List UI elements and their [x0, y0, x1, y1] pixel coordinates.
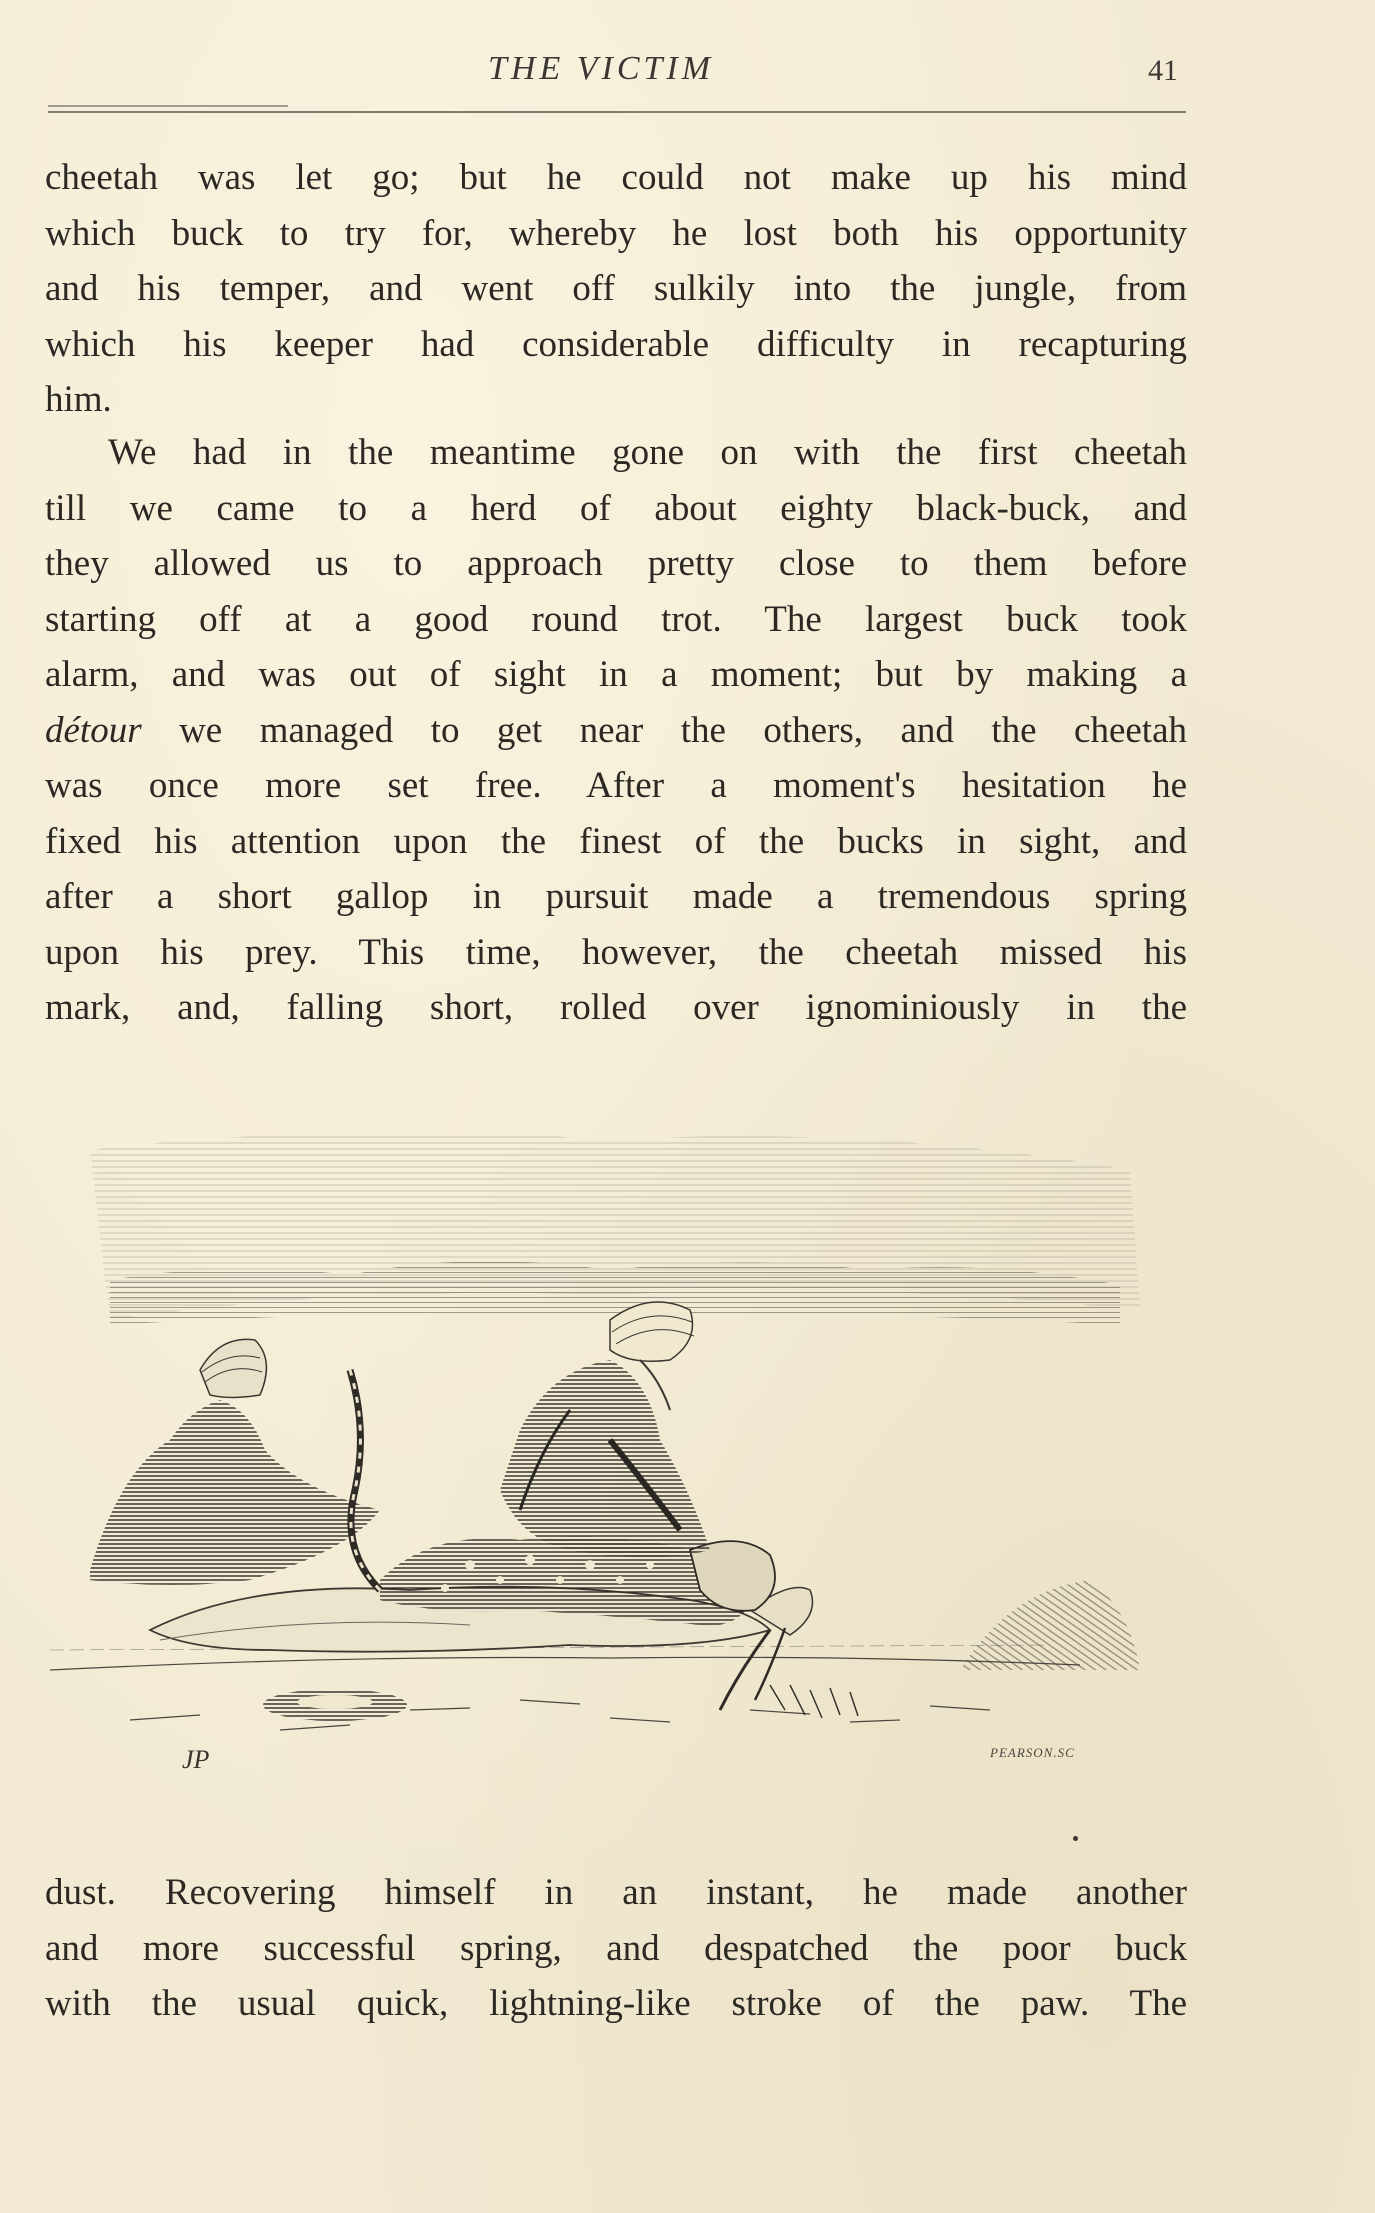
engraving-illustration — [50, 1110, 1180, 1790]
text-fragment: we managed to get near the others, and the cheetah — [141, 709, 1187, 751]
text-line: they allowed us to approach pretty close to them before — [45, 543, 1187, 584]
engraver-signature: PEARSON.SC — [990, 1745, 1075, 1760]
text-line: with the usual quick, lightning-like stroke of the paw. The — [45, 1983, 1187, 2024]
text-line: mark, and, falling short, rolled over ignominiously in the — [45, 987, 1187, 1028]
text-line: fixed his attention upon the finest of the bucks in sight, and — [45, 820, 1187, 862]
monogram: JP — [182, 1745, 210, 1774]
header-rule — [48, 103, 1186, 117]
text-line: dust. Recovering himself in an instant, he made another — [45, 1872, 1187, 1913]
text-line: was once more set free. After a moment's hesitation he — [45, 765, 1187, 806]
text-line: and more successful spring, and despatched the poor buck — [45, 1927, 1187, 1969]
paragraph-main — [45, 425, 1187, 1036]
text-line: cheetah was let go; but he could not make up his mind — [45, 157, 1187, 198]
text-line: and his temper, and went off sulkily into the jungle, from — [45, 268, 1187, 309]
running-title: THE VICTIM — [488, 50, 715, 87]
text-line: after a short gallop in pursuit made a tremendous spring — [45, 876, 1187, 917]
printer-mark — [1073, 1836, 1078, 1841]
italic-word: détour — [45, 709, 142, 751]
text-line: which his keeper had considerable difficulty in recapturing — [45, 323, 1187, 365]
running-head — [0, 50, 1375, 100]
paragraph-continuation — [45, 150, 1187, 428]
text-line: which buck to try for, whereby he lost both his opportunity — [45, 212, 1187, 254]
text-line-detour — [45, 703, 1187, 759]
text-line: alarm, and was out of sight in a moment; but by making a — [45, 654, 1187, 695]
text-line: till we came to a herd of about eighty black-buck, and — [45, 487, 1187, 529]
text-line: upon his prey. This time, however, the cheetah missed his — [45, 931, 1187, 973]
text-line: We had in the meantime gone on with the first cheetah — [108, 432, 1187, 473]
text-line: starting off at a good round trot. The largest buck took — [45, 598, 1187, 640]
page-number: 41 — [1148, 54, 1178, 87]
text-line: him. — [45, 379, 112, 420]
paragraph-after-illustration — [45, 1865, 1187, 2032]
